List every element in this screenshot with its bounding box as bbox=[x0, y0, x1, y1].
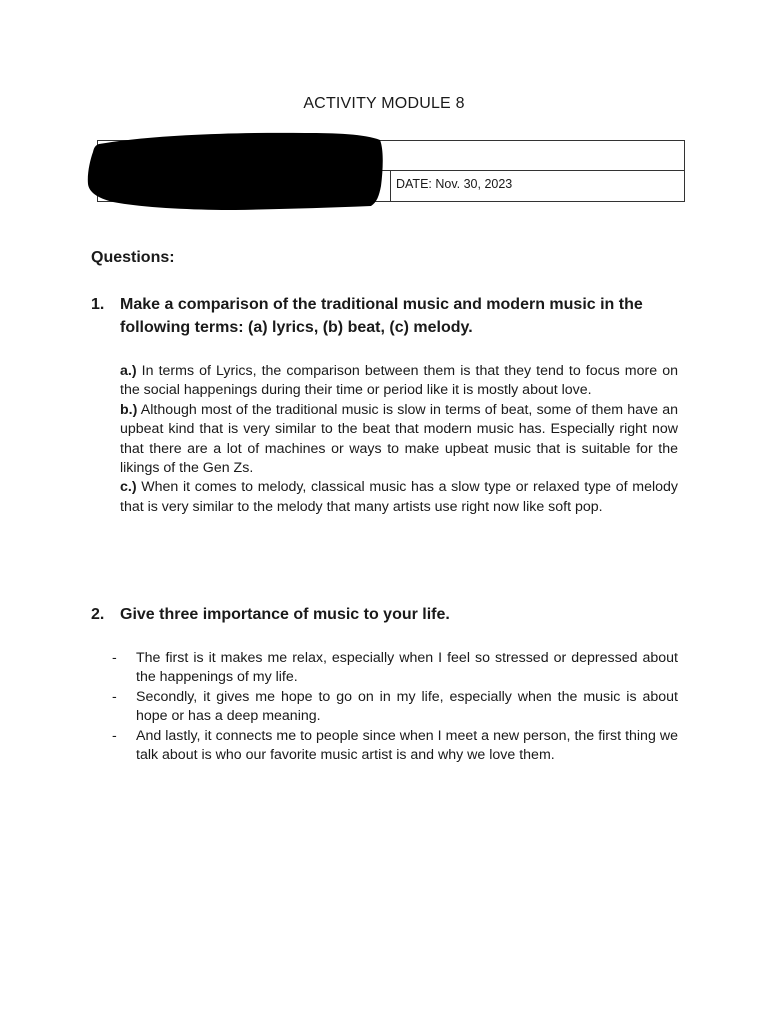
page-title: ACTIVITY MODULE 8 bbox=[303, 95, 465, 112]
list-item-text: The first is it makes me relax, especially when I feel so stressed or depressed about the happenings of my life. bbox=[136, 650, 678, 686]
answer-label: c.) bbox=[120, 479, 137, 496]
bullet-dash: - bbox=[112, 727, 117, 744]
question-number: 1. bbox=[91, 296, 105, 313]
table-column-divider bbox=[390, 170, 391, 201]
list-item-text: Secondly, it gives me hope to go on in my life, especially when the music is about hope or has a deep meaning. bbox=[136, 688, 678, 725]
answer-text: In terms of Lyrics, the comparison between them is that they tend to focus more on the social happenings during their time or period like it is mostly about love. bbox=[120, 363, 678, 399]
answer-text: Although most of the traditional music is slow in terms of beat, some of them have an upbeat kind that is very similar to the beat that modern music has. Especially right now that there are a lot of machines or ways to make upbeat music that is suitable for the likings of the Gen Zs. bbox=[120, 401, 678, 477]
question-1-answers bbox=[120, 362, 678, 517]
answer-label: b.) bbox=[120, 401, 138, 418]
list-item bbox=[112, 727, 678, 766]
bullet-dash: - bbox=[112, 688, 117, 705]
question-text: Give three importance of music to your life. bbox=[120, 606, 450, 623]
redaction-mark bbox=[85, 130, 385, 212]
answer-b bbox=[120, 401, 678, 479]
question-number: 2. bbox=[91, 606, 105, 623]
list-item bbox=[112, 688, 678, 727]
question-text: Make a comparison of the traditional music and modern music in the following terms: (a) lyrics, (b) beat, (c) melody. bbox=[120, 296, 643, 336]
answer-a bbox=[120, 362, 678, 401]
question-1 bbox=[91, 293, 691, 339]
date-field: DATE: Nov. 30, 2023 bbox=[396, 177, 513, 191]
bullet-dash: - bbox=[112, 650, 117, 666]
list-item-text: And lastly, it connects me to people since when I meet a new person, the first thing we talk about is who our favorite music artist is and why we love them. bbox=[136, 727, 678, 764]
answer-text: When it comes to melody, classical music has a slow type or relaxed type of melody that is very similar to the melody that many artists use right now like soft pop. bbox=[120, 479, 678, 515]
answer-c bbox=[120, 478, 678, 517]
answer-label: a.) bbox=[120, 363, 137, 379]
list-item bbox=[112, 649, 678, 688]
questions-heading: Questions: bbox=[91, 249, 175, 266]
question-2-answers bbox=[112, 649, 678, 765]
question-2 bbox=[91, 603, 691, 626]
